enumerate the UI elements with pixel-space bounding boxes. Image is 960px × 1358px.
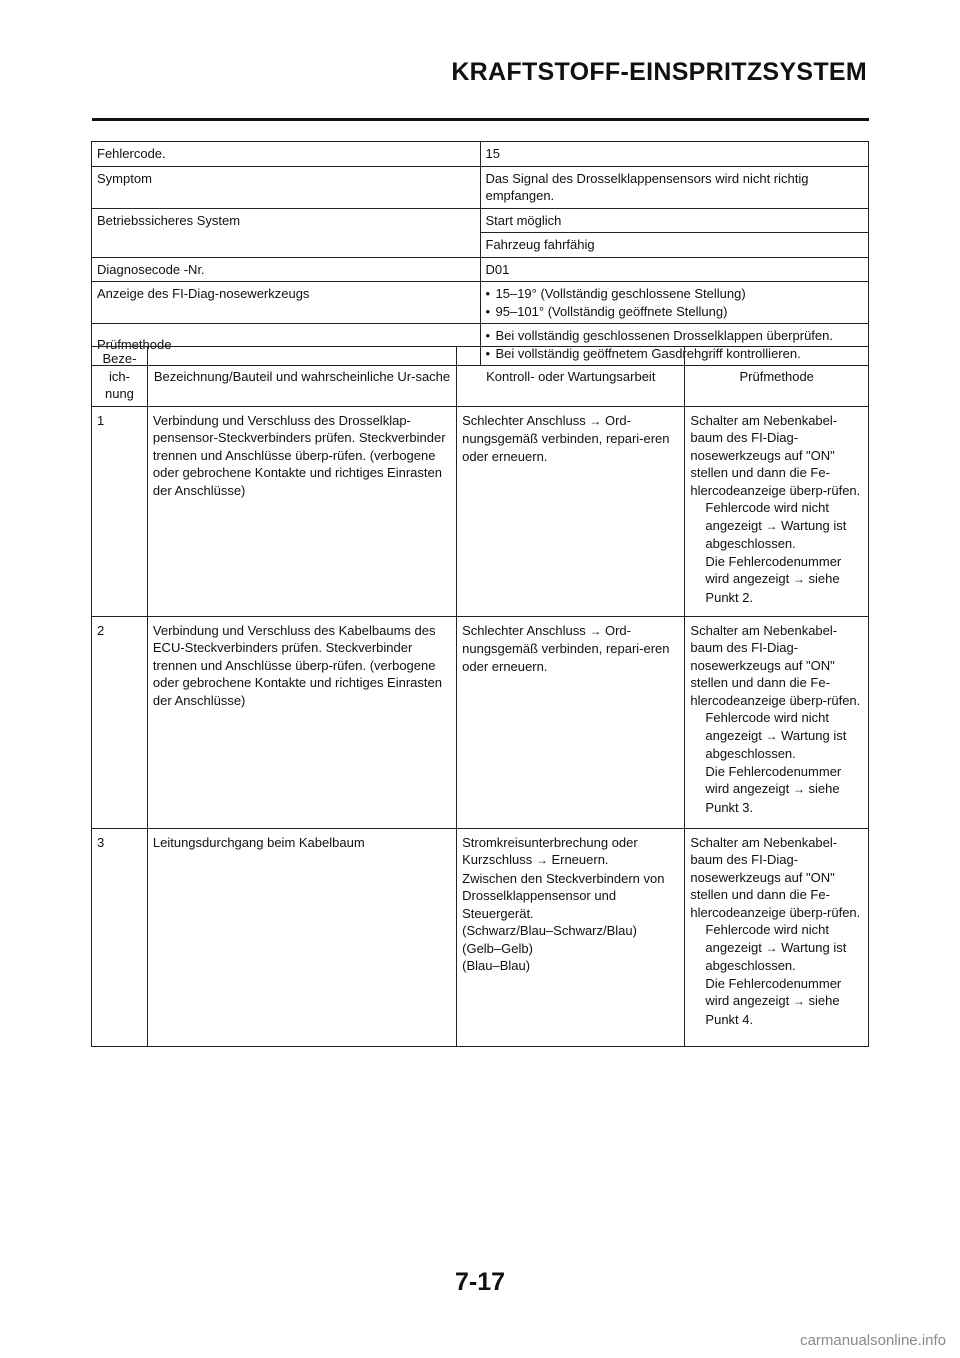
step-check — [457, 406, 685, 616]
header-check: Kontroll- oder Wartungsarbeit — [457, 347, 685, 407]
check-condition: Stromkreisunterbrechung oder Kurzschluss — [462, 834, 638, 867]
step-description: Verbindung und Verschluss des Kabelbaums des ECU-Steckverbinders prüfen. Steckverbinder trennen und Anschlüsse überp-rüfen. (verbogene oder gebrochene Kontakte und richtiges Einrasten der Anschlüsse) — [147, 616, 456, 828]
fault-info-table — [91, 141, 869, 366]
case-condition: Fehlercode wird nicht angezeigt — [705, 500, 829, 533]
method-case-fault — [690, 763, 863, 817]
method-case-ok — [690, 921, 863, 975]
display-closed: • 15–19° (Vollständig geschlossene Stellung) — [486, 285, 864, 303]
diag-code-label: Diagnosecode -Nr. — [92, 257, 481, 282]
step-number: 3 — [92, 828, 148, 1046]
page-title: KRAFTSTOFF-EINSPRITZSYSTEM — [451, 58, 867, 86]
check-detail: (Blau–Blau) — [462, 958, 531, 973]
arrow-icon: → — [792, 572, 805, 586]
table-row — [92, 828, 869, 1046]
check-condition: Schlechter Anschluss — [462, 412, 586, 428]
failsafe-start: Start möglich — [480, 208, 869, 233]
method-intro: Schalter am Nebenkabel-baum des FI-Diag-nosewerkzeugs auf "ON" stellen und dann die Fe-hlercodeanzeige überp-rüfen. — [690, 412, 861, 498]
display-row — [92, 282, 869, 324]
procedure-header-row — [92, 347, 869, 407]
table-row — [92, 616, 869, 828]
method-intro: Schalter am Nebenkabel-baum des FI-Diag-nosewerkzeugs auf "ON" stellen und dann die Fe-hlercodeanzeige überp-rüfen. — [690, 834, 861, 920]
case-result: siehe Punkt 2. — [705, 571, 840, 605]
arrow-icon: → — [792, 782, 805, 796]
symptom-value: Das Signal des Drosselklappensensors wird nicht richtig empfangen. — [480, 166, 869, 208]
method-case-ok — [690, 499, 863, 553]
procedure-table — [91, 346, 869, 1047]
case-condition: Die Fehlercodenummer wird angezeigt — [705, 553, 842, 586]
step-number: 1 — [92, 406, 148, 616]
step-check — [457, 828, 685, 1046]
failsafe-drive: Fahrzeug fahrfähig — [480, 233, 869, 258]
fault-code-value: 15 — [480, 142, 869, 167]
step-description: Verbindung und Verschluss des Drosselklap-pensensor-Steckverbinders prüfen. Steckverbinder trennen und Anschlüsse überp-rüfen. (verbogene oder gebrochene Kontakte und richtiges Einrasten der Anschlüsse) — [147, 406, 456, 616]
case-condition: Fehlercode wird nicht angezeigt — [705, 922, 829, 955]
fault-code-label: Fehlercode. — [92, 142, 481, 167]
step-check — [457, 616, 685, 828]
method-intro: Schalter am Nebenkabel-baum des FI-Diag-nosewerkzeugs auf "ON" stellen und dann die Fe-hlercodeanzeige überp-rüfen. — [690, 622, 861, 708]
table-row — [92, 406, 869, 616]
case-result: Wartung ist abgeschlossen. — [705, 517, 847, 551]
header-nr: Beze-ich-nung — [92, 347, 148, 407]
method-open: • Bei vollständig geöffnetem Gasdrehgriff kontrollieren. — [486, 345, 864, 363]
method-label: Prüfmethode — [92, 324, 481, 366]
step-description: Leitungsdurchgang beim Kabelbaum — [147, 828, 456, 1046]
case-result: Wartung ist abgeschlossen. — [705, 727, 847, 761]
arrow-icon: → — [589, 413, 602, 428]
watermark: carmanualsonline.info — [800, 1332, 946, 1349]
check-detail: Zwischen den Steckverbindern von Drosselklappensensor und Steuergerät. — [462, 870, 665, 921]
case-condition: Die Fehlercodenummer wird angezeigt — [705, 975, 842, 1008]
failsafe-row — [92, 208, 869, 233]
failsafe-label: Betriebssicheres System — [92, 208, 481, 257]
step-method — [685, 828, 869, 1046]
method-case-ok — [690, 709, 863, 763]
header-desc: Bezeichnung/Bauteil und wahrscheinliche Ur-sache — [147, 347, 456, 407]
check-action: Ord-nungsgemäß verbinden, repari-eren oder erneuern. — [462, 622, 670, 674]
check-condition: Schlechter Anschluss — [462, 622, 586, 638]
step-number: 2 — [92, 616, 148, 828]
diag-code-row — [92, 257, 869, 282]
case-result: siehe Punkt 3. — [705, 781, 840, 815]
arrow-icon: → — [792, 994, 805, 1008]
check-detail: (Gelb–Gelb) — [462, 940, 533, 956]
case-result: siehe Punkt 4. — [705, 993, 840, 1027]
page-number: 7-17 — [454, 1268, 506, 1296]
symptom-row — [92, 166, 869, 208]
display-open: • 95–101° (Vollständig geöffnete Stellung) — [486, 303, 864, 321]
display-values — [480, 282, 869, 324]
method-case-fault — [690, 553, 863, 607]
case-condition: Fehlercode wird nicht angezeigt — [705, 710, 829, 743]
case-result: Wartung ist abgeschlossen. — [705, 939, 847, 973]
display-label: Anzeige des FI-Diag-nosewerkzeugs — [92, 282, 481, 324]
header-method: Prüfmethode — [685, 347, 869, 407]
method-case-fault — [690, 975, 863, 1029]
method-closed: • Bei vollständig geschlossenen Drosselklappen überprüfen. — [486, 327, 864, 345]
check-action: Erneuern. — [551, 852, 609, 867]
arrow-icon: → — [765, 728, 778, 743]
step-method — [685, 406, 869, 616]
arrow-icon: → — [589, 623, 602, 638]
symptom-label: Symptom — [92, 166, 481, 208]
check-action: Ord-nungsgemäß verbinden, repari-eren oder erneuern. — [462, 412, 670, 464]
arrow-icon: → — [765, 518, 778, 533]
arrow-icon: → — [765, 940, 778, 955]
title-rule — [92, 118, 869, 121]
case-condition: Die Fehlercodenummer wird angezeigt — [705, 763, 842, 796]
fault-code-row — [92, 142, 869, 167]
step-method — [685, 616, 869, 828]
arrow-icon: → — [535, 853, 548, 867]
check-detail: (Schwarz/Blau–Schwarz/Blau) — [462, 923, 637, 938]
diag-code-value: D01 — [480, 257, 869, 282]
